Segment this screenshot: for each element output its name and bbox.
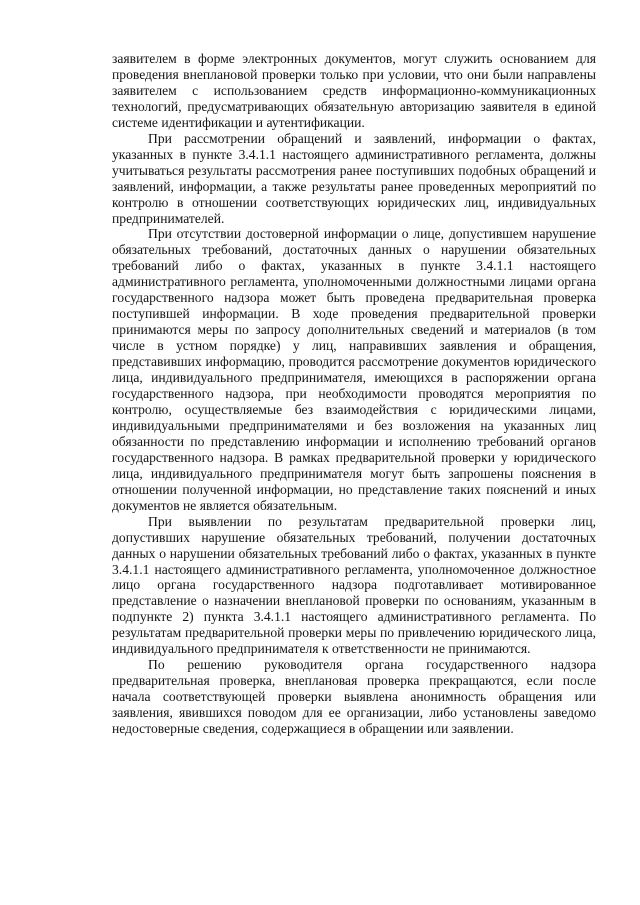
paragraph-3: При отсутствии достоверной информации о лице, допустившем нарушение обязательных требований, достаточных данных о нарушении обязательных требований либо о фактах, указанных в пункте 3.4.1.1 настоящего административного регламента, уполномоченными должностными лицами органа государственного надзора может быть проведена предварительная проверка поступившей информации. В ходе проведения предварительной проверки принимаются меры по запросу дополнительных сведений и материалов (в том числе в устном порядке) у лиц, направивших заявления и обращения, представивших информацию, проводится рассмотрение документов юридического лица, индивидуального предпринимателя, имеющихся в распоряжении органа государственного надзора, при необходимости проводятся мероприятия по контролю, осуществляемые без взаимодействия с юридическими лицами, индивидуальными предпринимателями и без возложения на указанных лиц обязанности по представлению информации и исполнению требований органов государственного надзора. В рамках предварительной проверки у юридического лица, индивидуального предпринимателя могут быть запрошены пояснения в отношении полученной информации, но представление таких пояснений и иных документов не является обязательным.: [112, 226, 596, 513]
paragraph-2: При рассмотрении обращений и заявлений, информации о фактах, указанных в пункте 3.4.1.1 настоящего административного регламента, должны учитываться результаты рассмотрения ранее поступивших подобных обращений и заявлений, информации, а также результаты ранее проведенных мероприятий по контролю в отношении соответствующих юридических лиц, индивидуальных предпринимателей.: [112, 130, 596, 226]
paragraph-4: При выявлении по результатам предварительной проверки лиц, допустивших нарушение обязательных требований, получении достаточных данных о нарушении обязательных требований либо о фактах, указанных в пункте 3.4.1.1 настоящего административного регламента, уполномоченное должностное лицо органа государственного надзора подготавливает мотивированное представление о назначении внеплановой проверки по основаниям, указанным в подпункте 2) пункта 3.4.1.1 настоящего административного регламента. По результатам предварительной проверки меры по привлечению юридического лица, индивидуального предпринимателя к ответственности не принимаются.: [112, 513, 596, 657]
paragraph-1: заявителем в форме электронных документов, могут служить основанием для проведения внеплановой проверки только при условии, что они были направлены заявителем с использованием средств информационно-коммуникационных технологий, предусматривающих обязательную авторизацию заявителя в единой системе идентификации и аутентификации.: [112, 51, 596, 130]
paragraph-5: По решению руководителя органа государственного надзора предварительная проверка, внеплановая проверка прекращаются, если после начала соответствующей проверки выявлена анонимность обращения или заявления, явившихся поводом для ее организации, либо установлены заведомо недостоверные сведения, содержащиеся в обращении или заявлении.: [112, 657, 596, 737]
document-page: [112, 51, 596, 737]
